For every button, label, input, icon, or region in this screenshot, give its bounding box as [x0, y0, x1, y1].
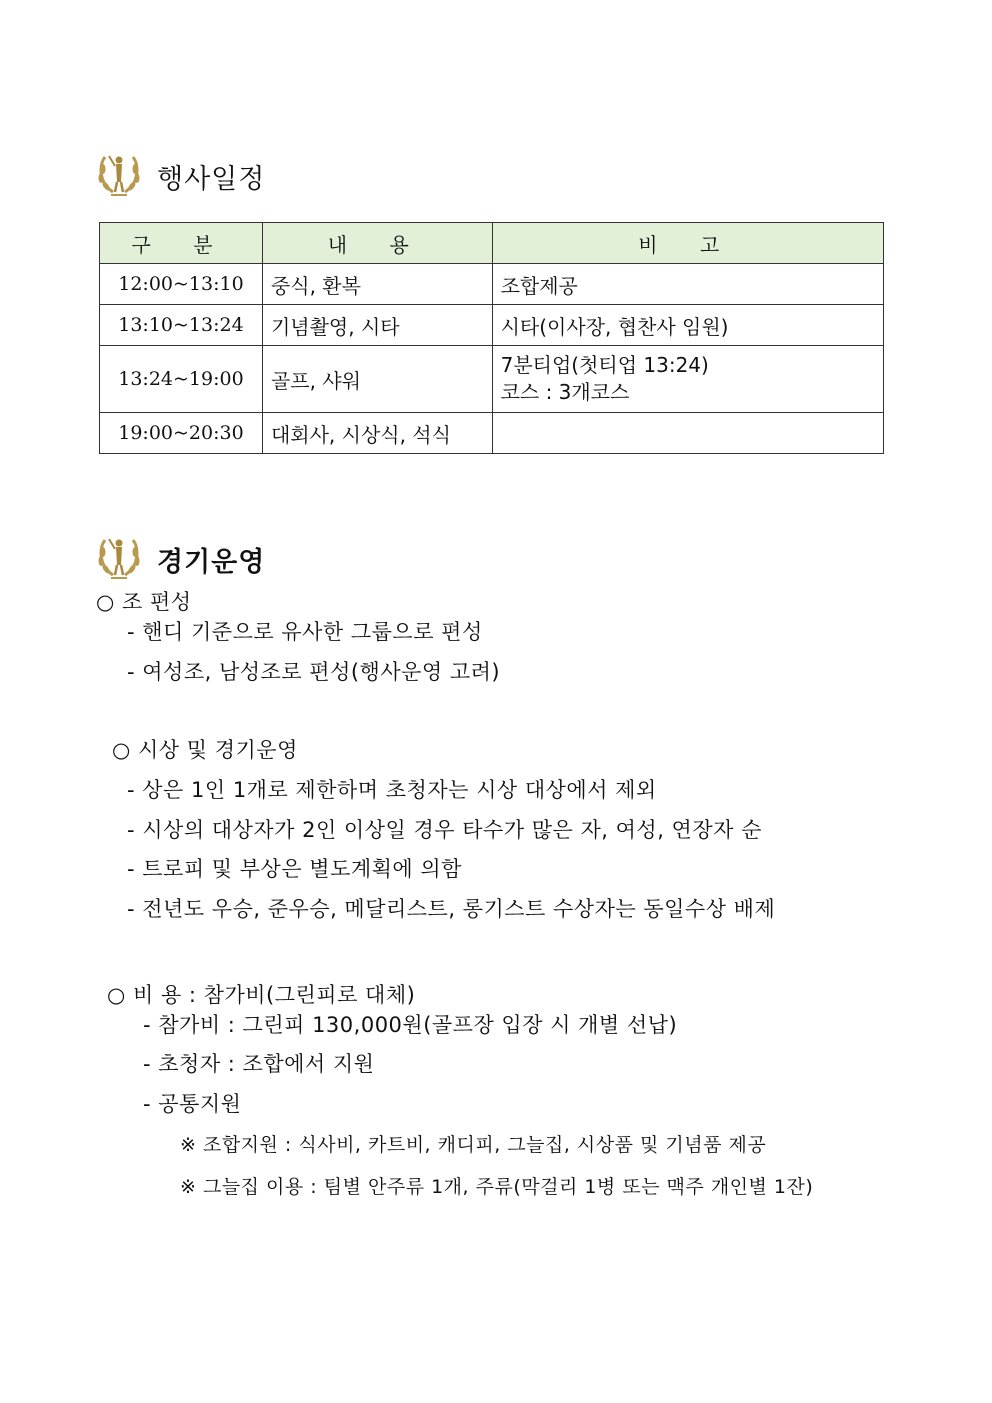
list-item: - 전년도 우승, 준우승, 메달리스트, 롱기스트 수상자는 동일수상 배제 [127, 897, 776, 921]
time-cell: 13:10~13:24 [100, 305, 263, 346]
header-cell: 비 고 [492, 223, 883, 264]
schedule-heading [95, 152, 265, 200]
content-cell: 골프, 샤워 [262, 346, 492, 413]
content-cell: 대회사, 시상식, 석식 [262, 413, 492, 454]
list-item: - 여성조, 남성조로 편성(행사운영 고려) [127, 660, 501, 684]
time-cell: 19:00~20:30 [100, 413, 263, 454]
list-item: - 핸디 기준으로 유사한 그룹으로 편성 [127, 620, 483, 644]
note-line: 7분티업(첫티업 13:24) [500, 353, 709, 377]
time-cell: 13:24~19:00 [100, 346, 263, 413]
table-header-row [100, 223, 884, 264]
note-cell [492, 413, 883, 454]
table-row [100, 264, 884, 305]
note-line: 코스 : 3개코스 [500, 380, 630, 404]
note-cell [492, 346, 883, 413]
schedule-table [99, 222, 884, 454]
time-cell: 12:00~13:10 [100, 264, 263, 305]
list-item: - 상은 1인 1개로 제한하며 초청자는 시상 대상에서 제외 [127, 778, 657, 802]
header-cell: 구 분 [100, 223, 263, 264]
schedule-title: 행사일정 [157, 163, 266, 195]
note-cell: 조합제공 [492, 264, 883, 305]
list-item: - 공통지원 [143, 1092, 242, 1116]
operation-title: 경기운영 [157, 546, 266, 578]
content-cell: 기념촬영, 시타 [262, 305, 492, 346]
golfer-laurel-icon [95, 535, 143, 583]
awards-heading: ○ 시상 및 경기운영 [112, 738, 298, 762]
list-item: - 트로피 및 부상은 별도계획에 의함 [127, 857, 462, 881]
table-row [100, 305, 884, 346]
note-item: ※ 그늘집 이용 : 팀별 안주류 1개, 주류(막걸리 1병 또는 맥주 개인별 1잔) [180, 1176, 814, 1198]
table-row [100, 346, 884, 413]
list-item: - 시상의 대상자가 2인 이상일 경우 타수가 많은 자, 여성, 연장자 순 [127, 818, 762, 842]
table-row [100, 413, 884, 454]
note-item: ※ 조합지원 : 식사비, 카트비, 캐디피, 그늘집, 시상품 및 기념품 제공 [180, 1134, 767, 1156]
list-item: - 참가비 : 그린피 130,000원(골프장 입장 시 개별 선납) [143, 1013, 678, 1037]
content-cell: 중식, 환복 [262, 264, 492, 305]
group-heading: ○ 조 편성 [96, 590, 192, 614]
cost-heading: ○ 비 용 : 참가비(그린피로 대체) [107, 983, 416, 1007]
header-cell: 내 용 [262, 223, 492, 264]
golfer-laurel-icon [95, 152, 143, 200]
note-cell: 시타(이사장, 협찬사 임원) [492, 305, 883, 346]
operation-heading [95, 535, 265, 583]
list-item: - 초청자 : 조합에서 지원 [143, 1052, 375, 1076]
